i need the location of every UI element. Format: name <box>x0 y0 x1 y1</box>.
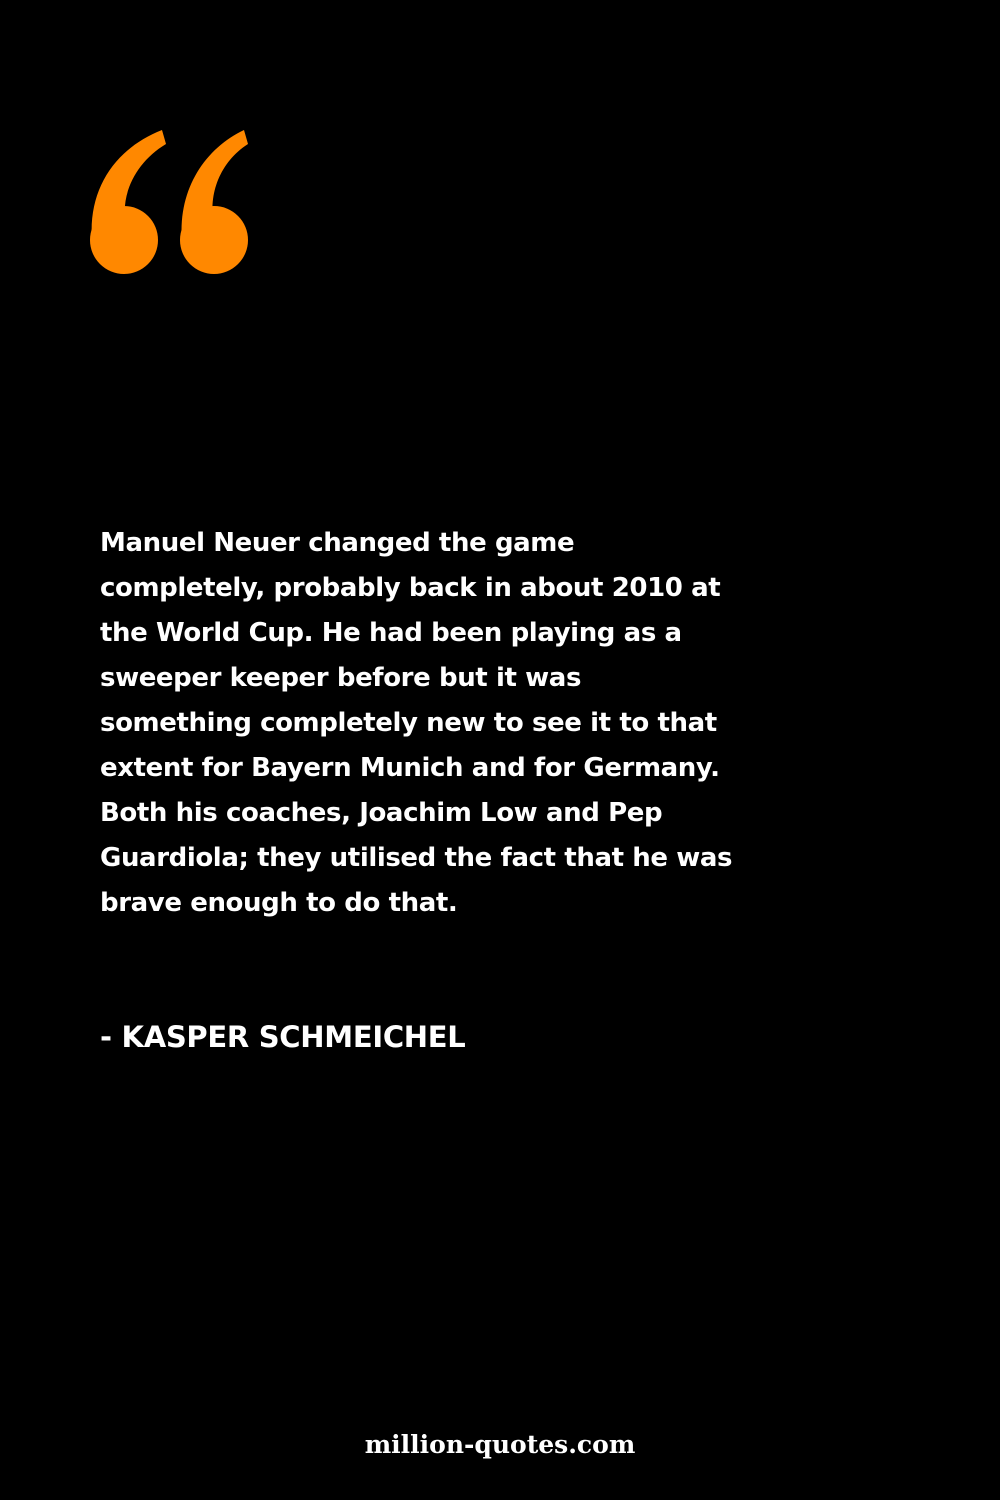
quote-line: Guardiola; they utilised the fact that he was <box>100 843 733 873</box>
quote-line: completely, probably back in about 2010 at <box>100 573 721 603</box>
quote-text <box>100 521 820 926</box>
quote-line: extent for Bayern Munich and for Germany. <box>100 753 720 783</box>
quote-line: the World Cup. He had been playing as a <box>100 618 682 648</box>
quote-author: - KASPER SCHMEICHEL <box>100 1020 466 1054</box>
quote-line: brave enough to do that. <box>100 888 458 918</box>
quote-line: Manuel Neuer changed the game <box>100 528 575 558</box>
quote-line: sweeper keeper before but it was <box>100 663 582 693</box>
open-quote-icon <box>86 128 254 274</box>
quote-line: something completely new to see it to that <box>100 708 717 738</box>
site-watermark: million-quotes.com <box>364 1430 636 1459</box>
quote-line: Both his coaches, Joachim Low and Pep <box>100 798 663 828</box>
